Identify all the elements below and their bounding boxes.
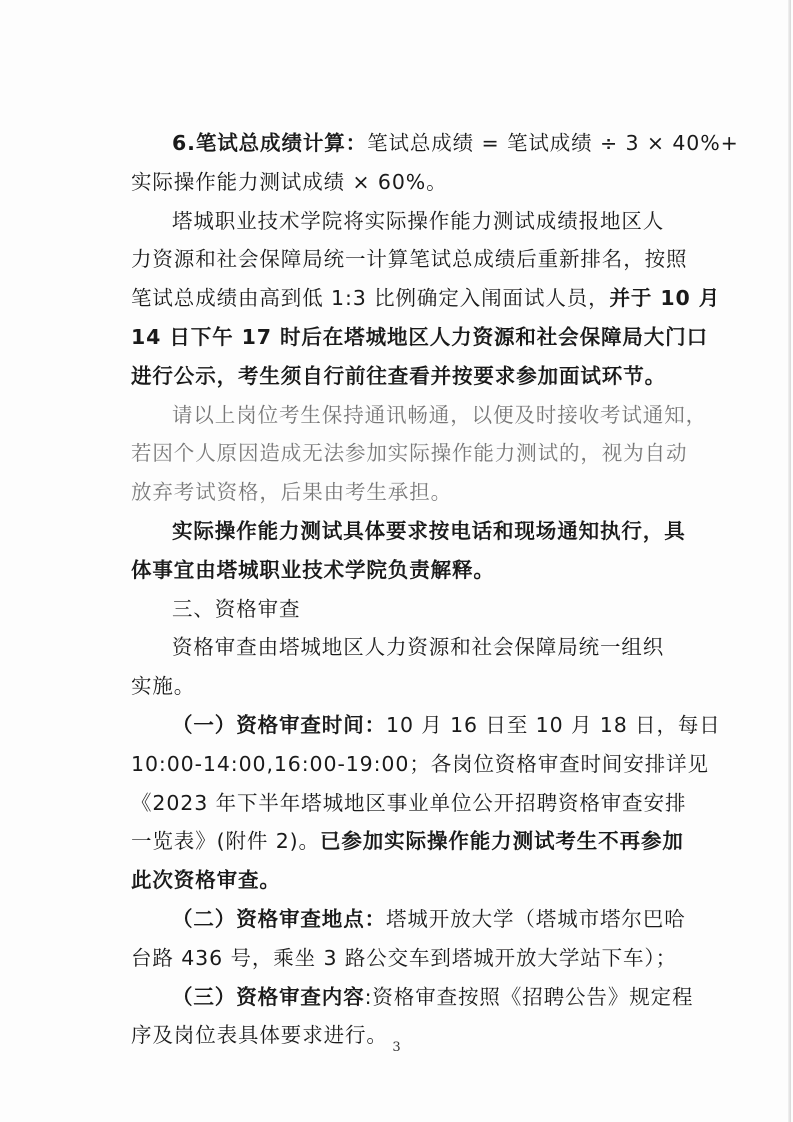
text-run: 10:00-14:00,16:00-19:00；各岗位资格审查时间安排详见 [131,751,709,776]
text-line [131,279,721,318]
text-run: 一览表》(附件 2)。 [131,829,320,854]
paragraph [131,124,739,202]
bold-text: （二）资格审查地点： [172,906,386,931]
text-line [131,590,676,629]
text-run: 实施。 [131,674,196,699]
text-line [131,318,708,357]
paragraph [131,706,721,900]
text-run: 力资源和社会保障局统一计算笔试总成绩后重新排名，按照 [131,247,688,272]
bold-text: 体事宜由塔城职业技术学院负责解释。 [131,557,495,582]
text-line [131,667,676,706]
bold-text: 实际操作能力测试具体要求按电话和现场通知执行，具 [172,518,686,543]
paragraph [131,590,676,629]
bold-text: （三）资格审查内容 [172,984,365,1009]
text-line [131,628,676,667]
text-line [131,240,688,279]
text-line [131,900,686,939]
bold-text: （一）资格审查时间： [172,712,386,737]
text-line [131,473,676,512]
text-line [131,434,688,473]
page-number: 3 [392,1040,401,1055]
text-run: 笔试总成绩由高到低 1:3 比例确定入闱面试人员， [131,286,610,311]
text-line [131,396,707,435]
text-run: 塔城职业技术学院将实际操作能力测试成绩报地区人 [172,208,665,233]
text-line [131,124,739,163]
text-run: 10 月 16 日至 10 月 18 日，每日 [386,712,721,737]
text-run: 《2023 年下半年塔城地区事业单位公开招聘资格审查安排 [131,790,687,815]
text-run: 序及岗位表具体要求进行。 [131,1023,388,1048]
text-run: 实际操作能力测试成绩 × 60%。 [131,169,448,194]
paragraph [131,202,721,396]
bold-text: 已参加实际操作能力测试考生不再参加 [319,829,684,854]
text-run: :资格审查按照《招聘公告》规定程 [364,984,694,1009]
text-run: 塔城开放大学（塔城市塔尔巴哈 [386,906,686,931]
text-line [131,512,686,551]
text-line [131,978,694,1017]
text-line [131,357,676,396]
text-line [131,861,676,900]
bold-text: 此次资格审查。 [131,868,281,893]
paragraph [131,512,686,590]
text-line [131,784,687,823]
paragraph [131,396,707,512]
text-run: 若因个人原因造成无法参加实际操作能力测试的，视为自动 [131,441,688,466]
text-line [131,822,684,861]
text-line [131,202,676,241]
bold-text: 6.笔试总成绩计算： [172,131,368,155]
text-run: 台路 436 号，乘坐 3 路公交车到塔城开放大学站下车）； [131,945,677,970]
text-run: 放弃考试资格，后果由考生承担。 [131,480,452,505]
text-run: 资格审查由塔城地区人力资源和社会保障局统一组织 [172,635,665,660]
text-line [131,706,721,745]
scan-edge [788,0,791,1122]
text-line [131,551,676,590]
text-line [131,163,676,202]
text-line [131,939,676,978]
paragraph [131,628,676,706]
body-text [131,124,739,1055]
bold-text: 进行公示，考生须自行前往查看并按要求参加面试环节。 [131,363,666,388]
text-line [131,745,709,784]
text-run: 请以上岗位考生保持通讯畅通，以便及时接收考试通知， [172,402,707,427]
bold-text: 并于 10 月 [609,286,721,311]
paragraph [131,900,686,978]
text-run: 三、资格审查 [172,596,301,621]
bold-text: 14 日下午 17 时后在塔城地区人力资源和社会保障局大门口 [131,324,708,349]
text-run: 笔试总成绩 = 笔试成绩 ÷ 3 × 40%+ [367,131,739,155]
